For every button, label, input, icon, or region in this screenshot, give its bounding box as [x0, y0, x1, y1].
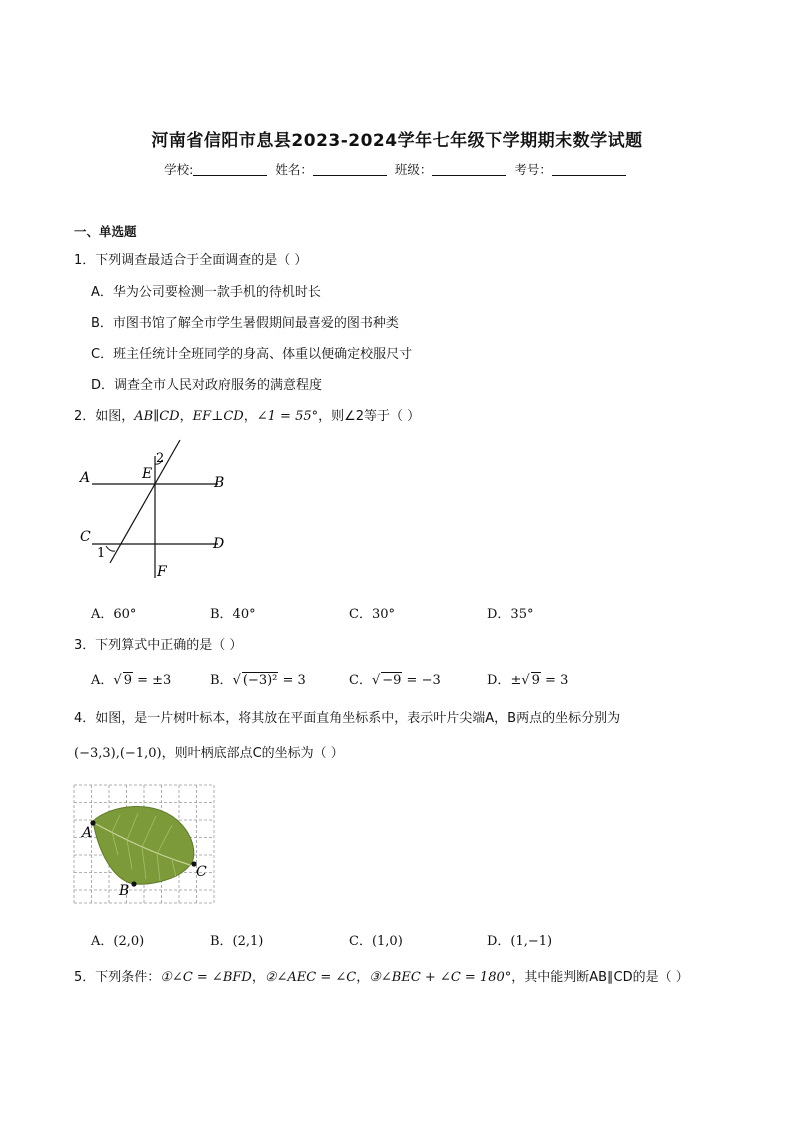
q3-option-d[interactable]: D．±√ 9 = 3	[487, 673, 569, 688]
q4-stem-line2: (−3,3),(−1,0)，则叶柄底部点C的坐标为（ ）	[74, 746, 344, 761]
label-f: F	[157, 564, 167, 580]
q4-leaf-grid-figure	[72, 783, 216, 905]
label-d: D	[213, 536, 225, 552]
exam-number-blank[interactable]	[552, 163, 626, 176]
q1-option-c[interactable]: C．班主任统计全班同学的身高、体重以便确定校服尺寸	[91, 347, 413, 362]
sqrt-sign: √	[232, 673, 241, 688]
q4-option-b[interactable]: B．(2,1)	[210, 934, 264, 949]
q4-stem-line1: 4．如图，是一片树叶标本，将其放在平面直角坐标系中，表示叶片尖端A，B两点的坐标分别为	[74, 711, 621, 726]
q5-question-tail: ，其中能判断AB∥CD的是（ ）	[511, 970, 689, 985]
point-b	[131, 881, 136, 886]
sqrt-sign: √	[371, 673, 381, 688]
q2-question-tail: ，则∠2等于（ ）	[318, 409, 421, 424]
label-e: E	[142, 466, 153, 482]
q2-option-b[interactable]: B．40°	[210, 607, 256, 622]
q3-stem: 3．下列算式中正确的是（ ）	[74, 638, 243, 653]
q2-option-c[interactable]: C．30°	[349, 607, 395, 622]
q1-option-a[interactable]: A．华为公司要检测一款手机的待机时长	[91, 285, 321, 300]
q4-option-a[interactable]: A．(2,0)	[91, 934, 145, 949]
q5-condition-2: ②∠AEC = ∠C	[264, 970, 357, 985]
exam-title: 河南省信阳市息县2023-2024学年七年级下学期期末数学试题	[151, 131, 643, 151]
q5-condition-1: ①∠C = ∠BFD	[160, 970, 252, 985]
q1-stem: 1．下列调查最适合于全面调查的是（ ）	[74, 253, 308, 268]
q3-option-c[interactable]: C．√ −9 = −3	[349, 673, 441, 688]
q2-condition-perpendicular: EF⊥CD	[192, 409, 244, 424]
q2-option-a[interactable]: A．60°	[91, 607, 137, 622]
q4-option-d[interactable]: D．(1,−1)	[487, 934, 553, 949]
q5-stem: 5．下列条件：①∠C = ∠BFD，②∠AEC = ∠C，③∠BEC + ∠C = 180°，其中能判断AB∥CD的是（ ）	[74, 970, 689, 985]
student-info-line	[0, 160, 794, 178]
school-blank[interactable]	[193, 163, 267, 176]
label-b: B	[214, 475, 225, 491]
sqrt-sign: √	[113, 673, 122, 688]
q3-option-b[interactable]: B．√ (−3)² = 3	[210, 673, 306, 688]
sqrt-sign: √	[521, 673, 530, 688]
label-angle-2: 2	[156, 451, 165, 466]
q4-option-c[interactable]: C．(1,0)	[349, 934, 403, 949]
q2-option-d[interactable]: D．35°	[487, 607, 534, 622]
q2-stem: 2．如图，AB∥CD，EF⊥CD，∠1 = 55°，则∠2等于（ ）	[74, 409, 421, 424]
q1-option-d[interactable]: D．调查全市人民对政府服务的满意程度	[91, 378, 323, 393]
name-blank[interactable]	[313, 163, 387, 176]
section-heading: 一、单选题	[74, 224, 137, 239]
label-point-b: B	[119, 883, 130, 899]
exam-number-label: 考号：	[514, 162, 552, 177]
name-label: 姓名：	[275, 162, 313, 177]
label-a: A	[80, 470, 91, 486]
label-angle-1: 1	[97, 546, 106, 561]
q1-option-b[interactable]: B．市图书馆了解全市学生暑假期间最喜爱的图书种类	[91, 316, 399, 331]
q2-geometry-figure	[70, 438, 250, 588]
q2-number: 2．如图，	[74, 409, 135, 424]
class-label: 班级：	[394, 162, 433, 177]
leaf-shape	[93, 806, 194, 884]
label-point-c: C	[196, 864, 207, 880]
school-label: 学校:	[164, 162, 194, 177]
q2-condition-angle: ∠1 = 55°	[256, 409, 319, 424]
q5-condition-3: ③∠BEC + ∠C = 180°	[369, 970, 512, 985]
angle-1-arc	[106, 546, 115, 551]
class-blank[interactable]	[432, 163, 506, 176]
q2-condition-parallel: AB∥CD	[134, 409, 180, 424]
label-c: C	[80, 529, 91, 545]
label-point-a: A	[82, 825, 93, 841]
q3-option-a[interactable]: A．√ 9 = ±3	[91, 673, 172, 688]
q4-coordinates: (−3,3),(−1,0)	[74, 746, 162, 761]
